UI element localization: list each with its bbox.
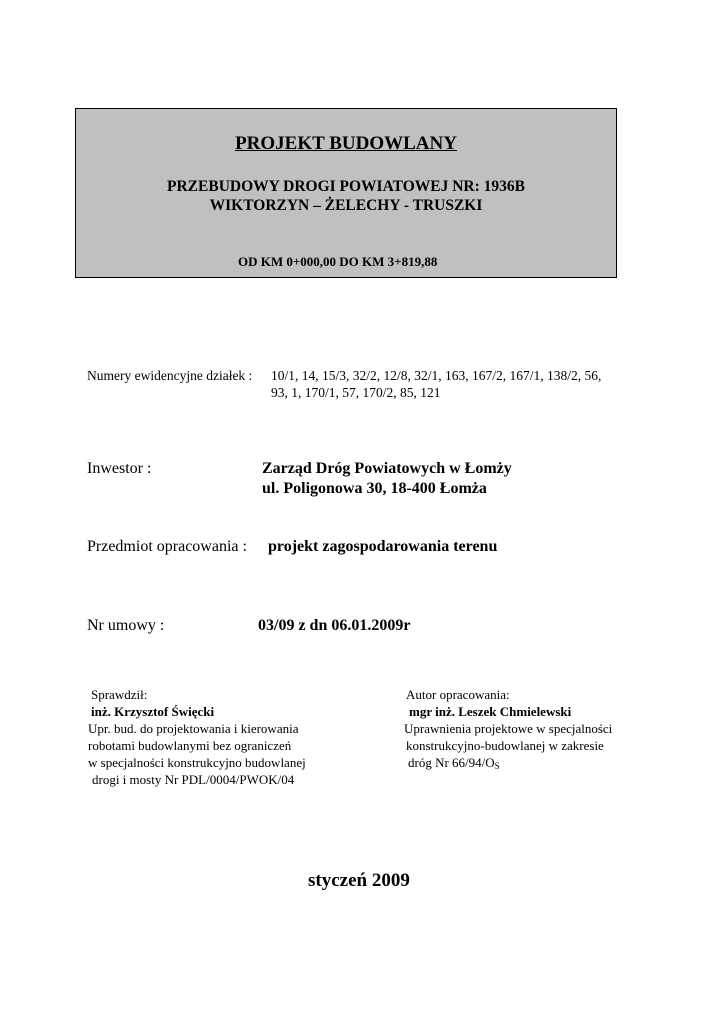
author-line1: Uprawnienia projektowe w specjalności: [404, 721, 613, 736]
checked-by-line2: robotami budowlanymi bez ograniczeń: [88, 738, 292, 753]
issue-date: styczeń 2009: [308, 870, 410, 891]
author-name: mgr inż. Leszek Chmielewski: [409, 704, 572, 719]
checked-by-label: Sprawdził:: [91, 687, 148, 702]
author-line3: dróg Nr 66/94/O: [408, 755, 495, 770]
subject-label: Przedmiot opracowania :: [87, 538, 247, 555]
author-line3-subscript: S: [494, 761, 500, 771]
checked-by-line1: Upr. bud. do projektowania i kierowania: [88, 721, 299, 736]
project-subtitle-line1: PRZEBUDOWY DROGI POWIATOWEJ NR: 1936B: [167, 178, 525, 195]
contract-value: 03/09 z dn 06.01.2009r: [258, 617, 411, 634]
checked-by-line4: drogi i mosty Nr PDL/0004/PWOK/04: [92, 772, 295, 787]
investor-label: Inwestor :: [87, 460, 152, 477]
project-subtitle-line2: WIKTORZYN – ŻELECHY - TRUSZKI: [209, 197, 483, 214]
checked-by-line3: w specjalności konstrukcyjno budowlanej: [88, 755, 306, 770]
checked-by-block: [88, 686, 306, 788]
subject-value: projekt zagospodarowania terenu: [268, 538, 498, 555]
author-label: Autor opracowania:: [406, 687, 510, 702]
checked-by-name: inż. Krzysztof Święcki: [91, 704, 215, 719]
parcels-line1: 10/1, 14, 15/3, 32/2, 12/8, 32/1, 163, 167/2, 167/1, 138/2, 56,: [271, 368, 602, 383]
km-range: OD KM 0+000,00 DO KM 3+819,88: [238, 254, 438, 269]
document-title: PROJEKT BUDOWLANY: [235, 133, 457, 154]
author-block: [404, 686, 612, 775]
parcels-label: Numery ewidencyjne działek :: [87, 368, 253, 383]
author-line3-wrap: [404, 754, 612, 775]
author-line2: konstrukcyjno-budowlanej w zakresie: [406, 738, 604, 753]
parcels-line2: 93, 1, 170/1, 57, 170/2, 85, 121: [271, 385, 441, 400]
investor-address: ul. Poligonowa 30, 18-400 Łomża: [262, 480, 487, 497]
title-box: [75, 108, 617, 278]
investor-name: Zarząd Dróg Powiatowych w Łomży: [262, 460, 512, 477]
contract-label: Nr umowy :: [87, 617, 165, 634]
